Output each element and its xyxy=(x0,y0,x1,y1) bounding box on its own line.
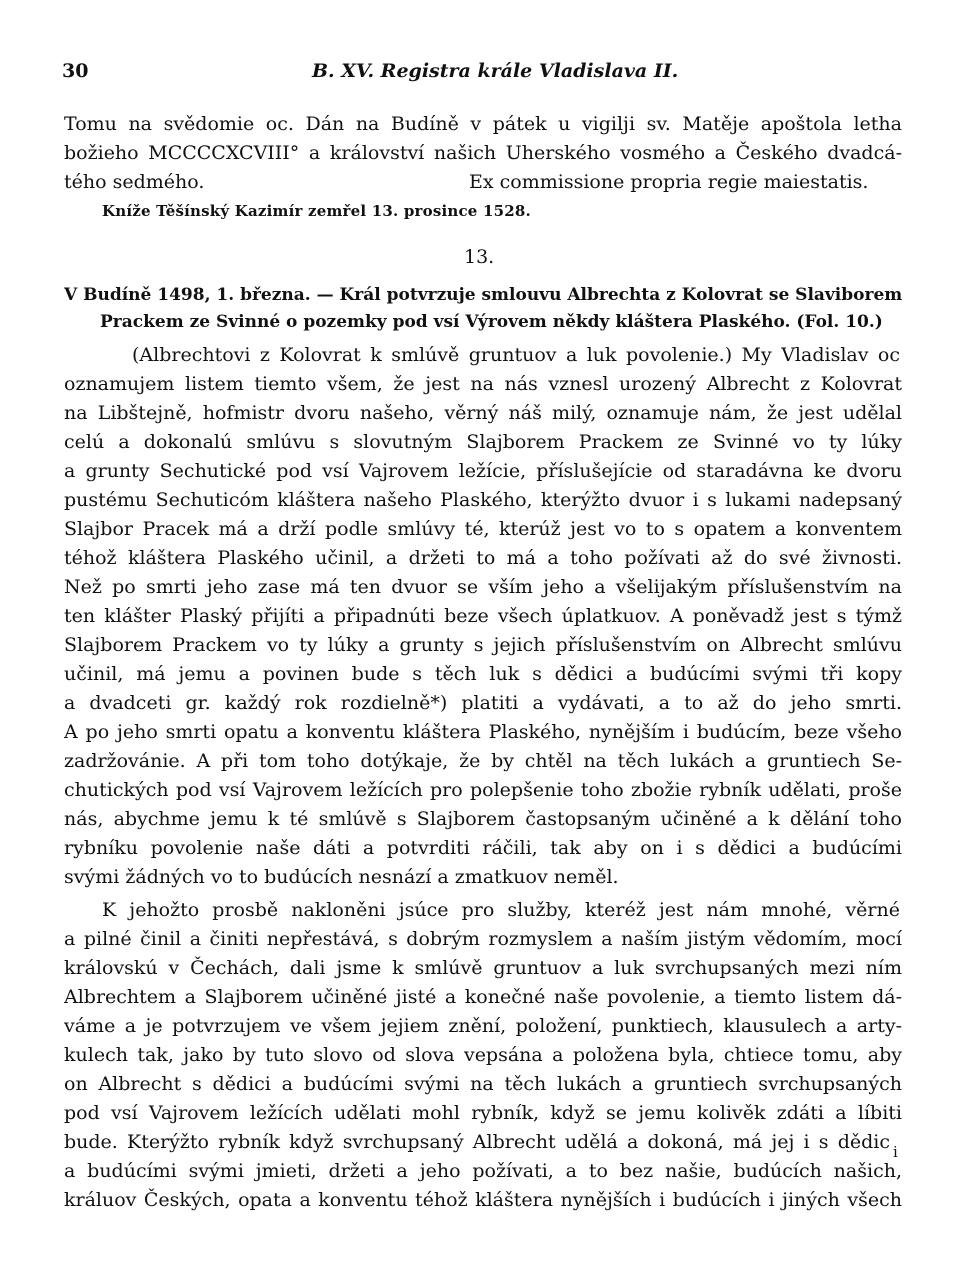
body-line: královskú v Čechách, dali jsme k smlúvě gruntuov a luk svrchupsaných mezi ním xyxy=(64,957,902,979)
body-line: a grunty Sechutické pod vsí Vajrovem ležície, příslušejície od staradávna ke dvoru xyxy=(64,460,902,482)
body-line: svými žádných vo to budúcích nesnází a zmatkuov neměl. xyxy=(64,866,619,888)
body-line: K jehožto prosbě nakloněni jsúce pro služby, kteréž jest nám mnohé, věrné xyxy=(102,899,900,921)
body-line: A po jeho smrti opatu a konventu kláštera Plaského, nynějším i budúcím, beze všeho xyxy=(64,721,902,743)
body-line: učinil, má jemu a povinen bude s těch luk s dědici a budúcími svými tři kopy xyxy=(64,663,902,685)
body-line: Slajborem Prackem vo ty lúky a grunty s jejich příslušenstvím on Albrecht smlúvu xyxy=(64,634,902,656)
body-line: a pilné činil a činiti nepřestává, s dobrým rozmyslem a naším jistým vědomím, mocí xyxy=(64,928,902,950)
margin-mark: i xyxy=(893,1143,898,1161)
document-number: 13. xyxy=(464,246,495,268)
page-number: 30 xyxy=(62,60,89,82)
body-line: bude. Kterýžto rybník když svrchupsaný Albrecht udělá a dokoná, má jej i s dědic xyxy=(64,1131,890,1153)
body-line: rybníku povolenie naše dáti a potvrditi ráčili, tak aby on i s dědici a budúcími xyxy=(64,837,902,859)
text-line: božieho MCCCCXCVIII° a království našich Uherského vosmého a Českého dvadcá- xyxy=(64,142,902,164)
body-line: králuov Českých, opata a konventu téhož kláštera nynějších i budúcích i jiných všech xyxy=(64,1189,902,1211)
page-header xyxy=(62,60,900,90)
editorial-note: Kníže Těšínský Kazimír zemřel 13. prosince 1528. xyxy=(102,202,531,220)
body-line: on Albrecht s dědici a budúcími svými na těch lukách a gruntiech svrchupsaných xyxy=(64,1073,902,1095)
body-line: celú a dokonalú smlúvu s slovutným Slajborem Prackem ze Svinné vo ty lúky xyxy=(64,431,902,453)
body-line: na Libštejně, hofmistr dvoru našeho, věrný náš milý, oznamuje nám, že jest udělal xyxy=(64,402,902,424)
body-line: zadržovánie. A při tom toho dotýkaje, že by chtěl na těch lukách a gruntiech Se- xyxy=(64,750,902,772)
body-line: téhož kláštera Plaského učinil, a držeti to má a toho požívati až do své živnosti. xyxy=(64,547,902,569)
body-line: Albrechtem a Slajborem učiněné jisté a konečné naše povolenie, a tiemto listem dá- xyxy=(64,986,902,1008)
body-line: oznamujem listem tiemto všem, že jest na nás vznesl urozený Albrecht z Kolovrat xyxy=(64,373,902,395)
regest-line: V Budíně 1498, 1. března. — Král potvrzuje smlouvu Albrechta z Kolovrat se Slaviborem xyxy=(64,285,902,305)
body-line: chutických pod vsí Vajrovem ležících pro polepšenie toho zbožie rybník udělati, proše xyxy=(64,779,902,801)
body-line: Než po smrti jeho zase má ten dvuor se vším jeho a všelijakým příslušenstvím na xyxy=(64,576,902,598)
body-line: a budúcími svými jmieti, držeti a jeho požívati, a to bez našie, budúcích našich, xyxy=(64,1160,902,1182)
body-line: (Albrechtovi z Kolovrat k smlúvě gruntuov a luk povolenie.) My Vladislav oc xyxy=(132,344,900,366)
text-line: Tomu na svědomie oc. Dán na Budíně v pátek u vigilji sv. Matěje apoštola letha xyxy=(64,113,902,135)
body-line: a dvadceti gr. každý rok rozdielně*) platiti a vydávati, a to až do jeho smrti. xyxy=(64,692,902,714)
body-line: váme a je potvrzujem ve všem jejiem znění, položení, punktiech, klausulech a arty- xyxy=(64,1015,902,1037)
regest-line: Prackem ze Svinné o pozemky pod vsí Výrovem někdy kláštera Plaského. (Fol. 10.) xyxy=(100,312,883,332)
text-fragment: tého sedmého. xyxy=(64,171,205,193)
body-line: ten klášter Plaský přijíti a připadnúti beze všech úplatkuov. A poněvadž jest s týmž xyxy=(64,605,902,627)
running-head: B. XV. Registra krále Vladislava II. xyxy=(312,60,679,82)
body-line: Slajbor Pracek má a drží podle smlúvy té, kterúž jest vo to s opatem a konventem xyxy=(64,518,902,540)
body-line: pod vsí Vajrovem ležících udělati mohl rybník, když se jemu kolivěk zdáti a líbiti xyxy=(64,1102,902,1124)
commission-formula: Ex commissione propria regie maiestatis. xyxy=(469,171,869,193)
body-line: pustému Sechuticóm kláštera našeho Plaského, kterýžto dvuor i s lukami nadepsaný xyxy=(64,489,902,511)
body-line: kulech tak, jako by tuto slovo od slova vepsána a položena byla, chtiece tomu, aby xyxy=(64,1044,902,1066)
body-line: nás, abychme jemu k té smlúvě s Slajborem častopsaným učiněné a k dělání toho xyxy=(64,808,902,830)
text-line xyxy=(64,168,902,197)
